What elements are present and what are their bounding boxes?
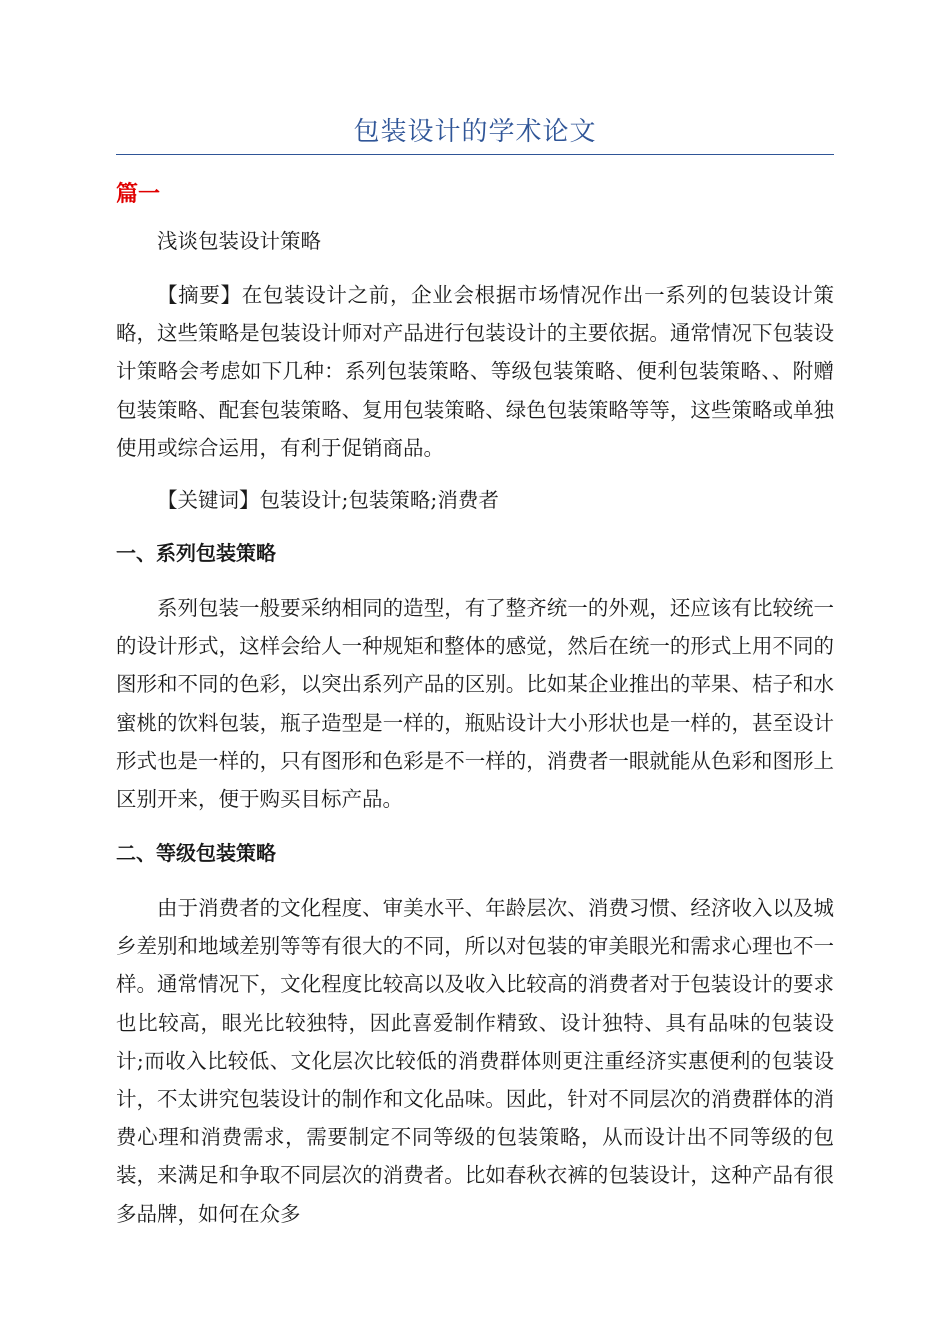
abstract-paragraph: 【摘要】在包装设计之前，企业会根据市场情况作出一系列的包装设计策略，这些策略是包装设计师对产品进行包装设计的主要依据。通常情况下包装设计策略会考虑如下几种：系列包装策略、等级包装策略、便利包装策略、、附赠包装策略、配套包装策略、复用包装策略、绿色包装策略等等，这些策略或单独使用或综合运用，有利于促销商品。 <box>116 283 834 460</box>
section-heading-2: 二、等级包装策略 <box>116 841 276 865</box>
title-underline <box>116 154 834 155</box>
keywords-paragraph: 【关键词】包装设计;包装策略;消费者 <box>157 488 499 512</box>
section-body-2: 由于消费者的文化程度、审美水平、年龄层次、消费习惯、经济收入以及城乡差别和地域差别等等有很大的不同，所以对包装的审美眼光和需求心理也不一样。通常情况下，文化程度比较高以及收入比较高的消费者对于包装设计的要求也比较高，眼光比较独特，因此喜爱制作精致、设计独特、具有品味的包装设计;而收入比较低、文化层次比较低的消费群体则更注重经济实惠便利的包装设计，不太讲究包装设计的制作和文化品味。因此，针对不同层次的消费群体的消费心理和消费需求，需要制定不同等级的包装策略，从而设计出不同等级的包装，来满足和争取不同层次的消费者。比如春秋衣裤的包装设计，这种产品有很多品牌，如何在众多 <box>116 896 834 1226</box>
section-body-1: 系列包装一般要采纳相同的造型，有了整齐统一的外观，还应该有比较统一的设计形式，这样会给人一种规矩和整体的感觉，然后在统一的形式上用不同的图形和不同的色彩，以突出系列产品的区别。比如某企业推出的苹果、桔子和水蜜桃的饮料包装，瓶子造型是一样的，瓶贴设计大小形状也是一样的，甚至设计形式也是一样的，只有图形和色彩是不一样的，消费者一眼就能从色彩和图形上区别开来，便于购买目标产品。 <box>116 596 834 812</box>
document-title: 包装设计的学术论文 <box>353 117 597 147</box>
section-heading-1: 一、系列包装策略 <box>116 541 276 565</box>
article-title: 浅谈包装设计策略 <box>157 229 321 253</box>
chapter-label: 篇一 <box>116 182 161 207</box>
